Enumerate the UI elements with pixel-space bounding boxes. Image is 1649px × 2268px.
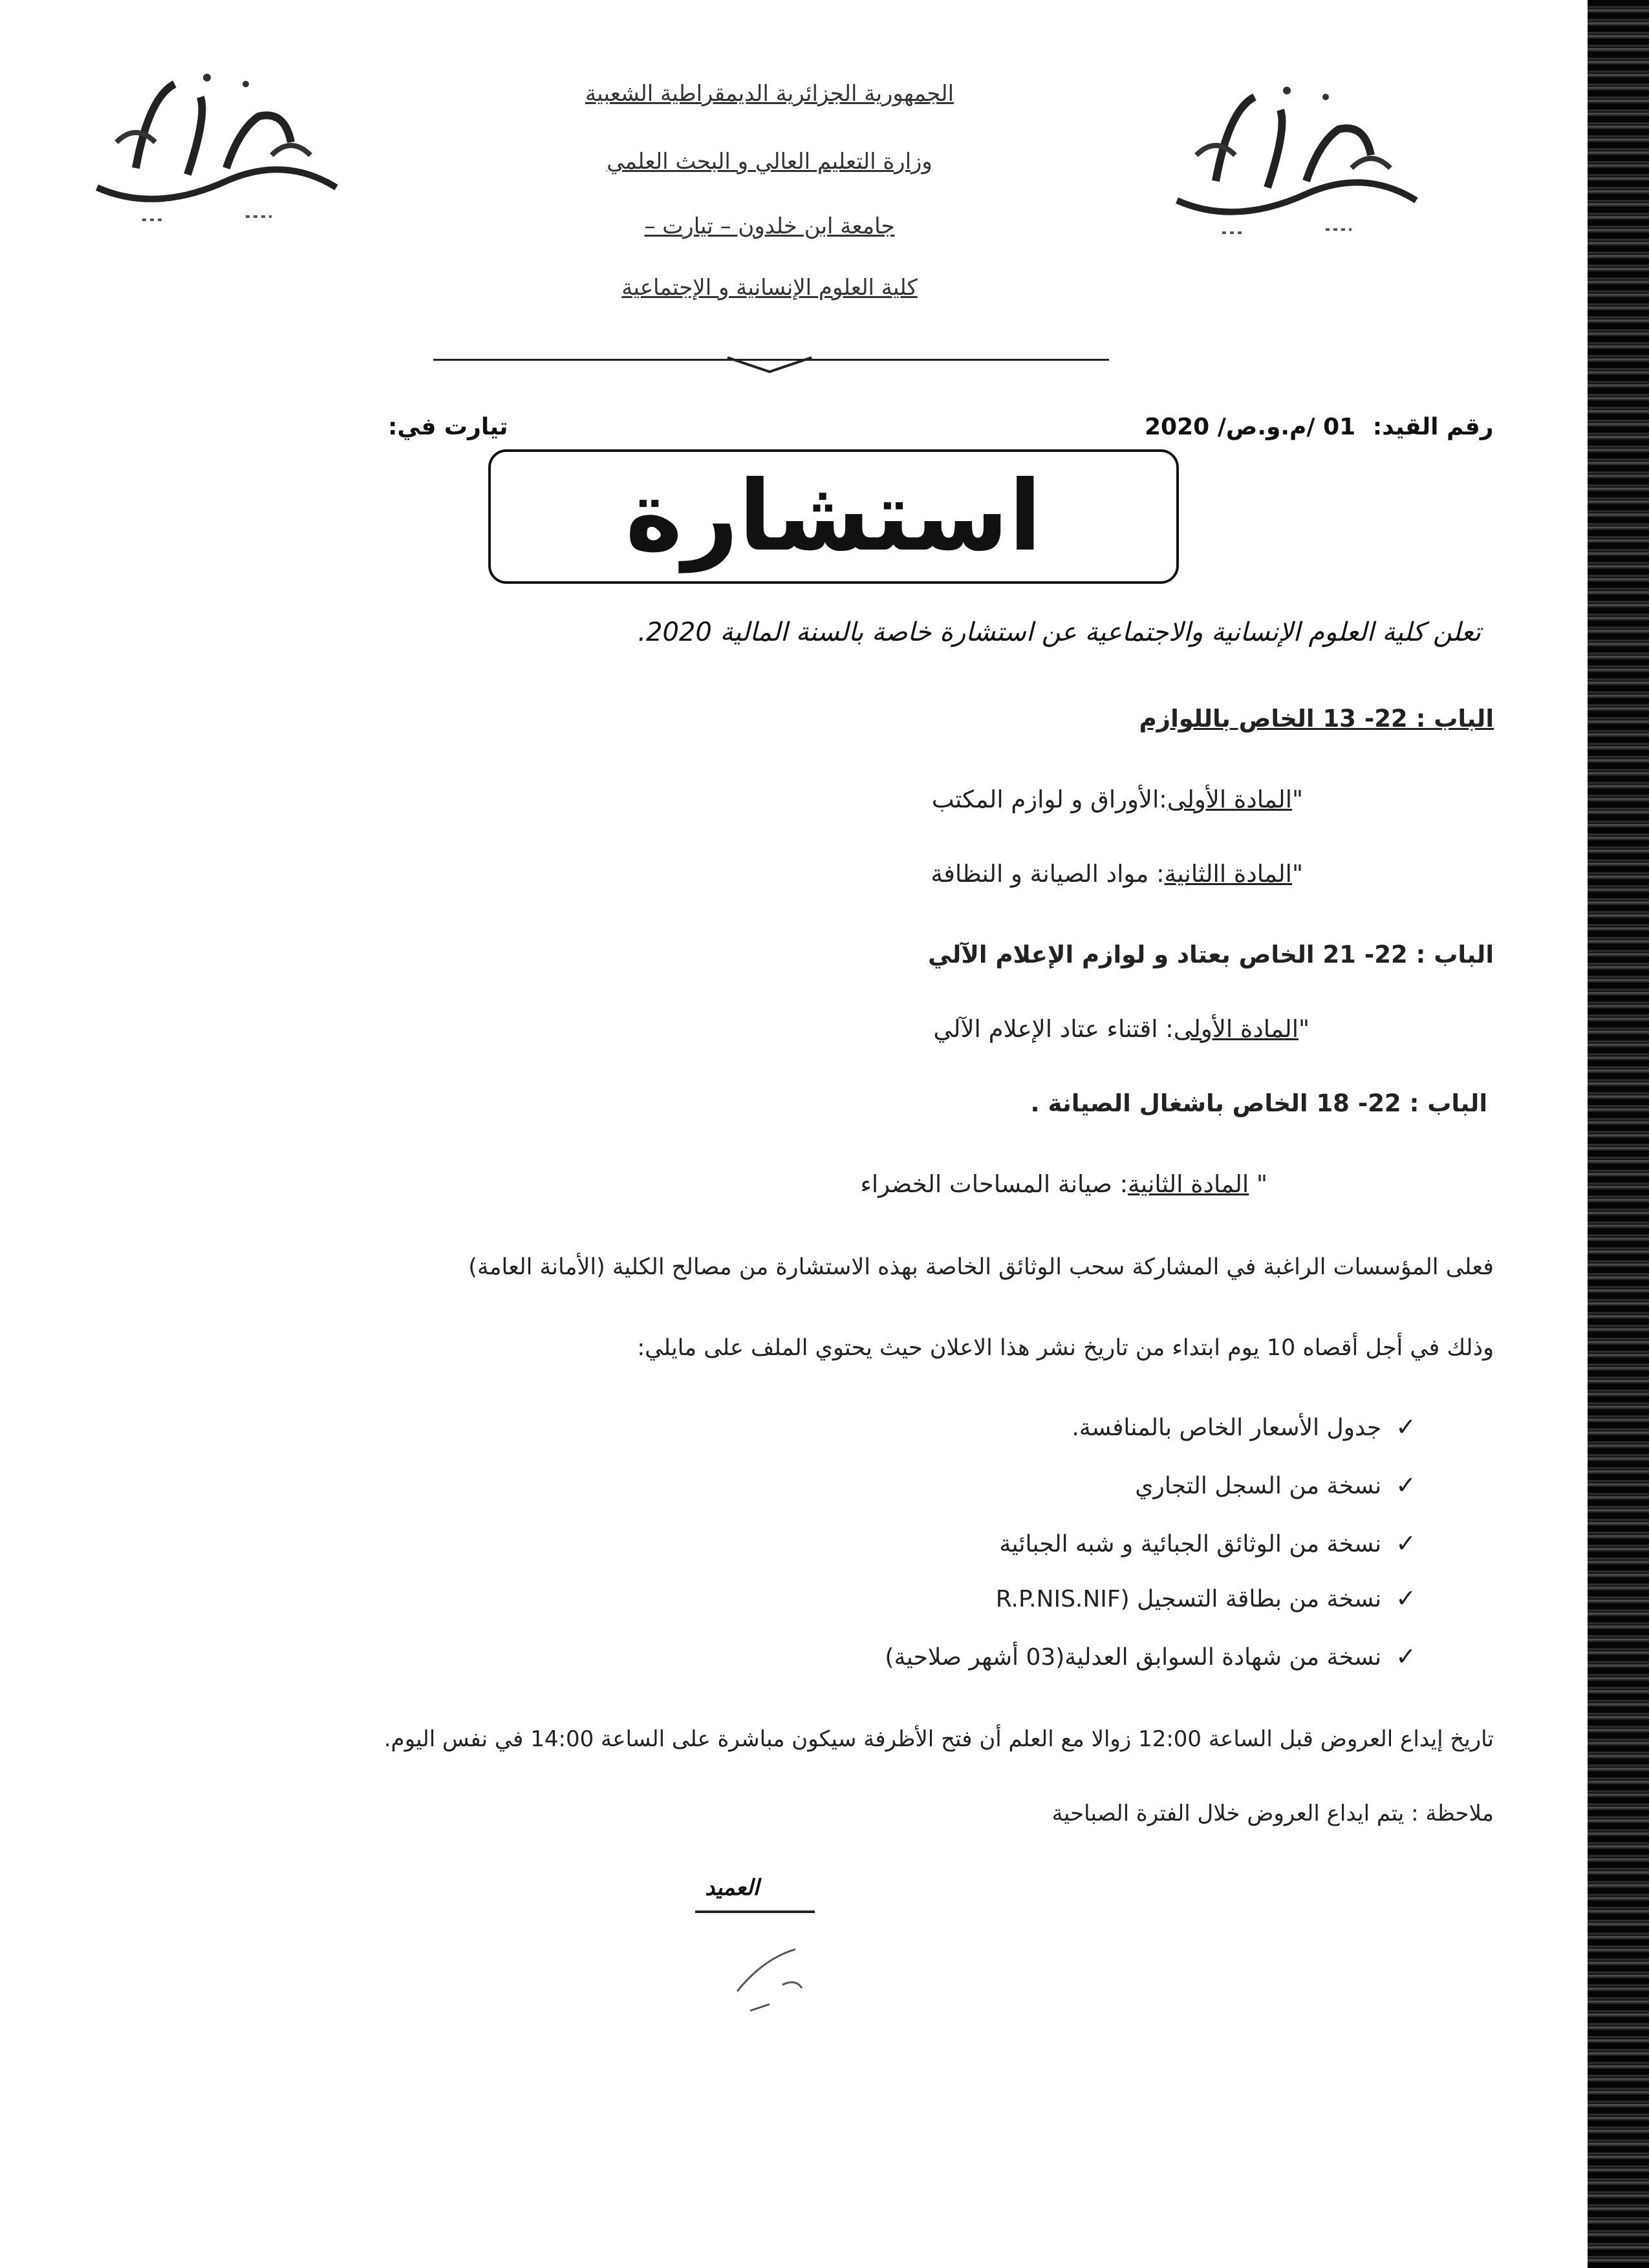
- article-item: "المادة الأولى:الأوراق و لوازم المكتب: [931, 786, 1303, 813]
- signature-title: العميد: [705, 1875, 759, 1901]
- list-item: ✓نسخة من بطاقة التسجيل (R.P.NIS.NIF: [995, 1584, 1416, 1612]
- check-icon: ✓: [1396, 1471, 1416, 1499]
- article-item: " المادة الثانية: صيانة المساحات الخضراء: [860, 1170, 1267, 1198]
- article-text: :الأوراق و لوازم المكتب: [931, 786, 1167, 813]
- list-item: ✓نسخة من السجل التجاري: [1135, 1471, 1416, 1499]
- article-label: المادة الثانية: [1128, 1170, 1249, 1198]
- header-faculty: كلية العلوم الإنسانية و الإجتماعية: [621, 275, 918, 301]
- article-label: المادة االثانية: [1164, 860, 1292, 888]
- check-icon: ✓: [1396, 1413, 1416, 1441]
- list-item: ✓نسخة من الوثائق الجبائية و شبه الجبائية: [999, 1529, 1416, 1557]
- list-item: ✓نسخة من شهادة السوابق العدلية(03 أشهر صلاحية): [885, 1642, 1416, 1671]
- signature-underline: [695, 1910, 815, 1913]
- right-logo: [1158, 71, 1442, 252]
- section-heading-supplies: الباب : 22- 13 الخاص باللوازم: [1139, 705, 1494, 733]
- header-university: جامعة ابن خلدون – تيارت –: [644, 213, 895, 239]
- submission-deadline: تاريخ إيداع العروض قبل الساعة 12:00 زوالا مع العلم أن فتح الأظرفة سيكون مباشرة على الساعة 14:00 في نفس اليوم.: [383, 1726, 1494, 1752]
- check-icon: ✓: [1396, 1642, 1416, 1671]
- reference-value: 01 /م.و.ص/ 2020: [1145, 414, 1356, 440]
- intro-text: تعلن كلية العلوم الإنسانية والاجتماعية عن استشارة خاصة بالسنة المالية 2020.: [638, 617, 1481, 647]
- scan-edge: [1588, 0, 1649, 2268]
- article-text: : صيانة المساحات الخضراء: [860, 1170, 1128, 1198]
- title-box: [488, 449, 1179, 584]
- list-item: ✓جدول الأسعار الخاص بالمنافسة.: [1072, 1413, 1416, 1441]
- section-heading-it-equipment: الباب : 22- 21 الخاص بعتاد و لوازم الإعلام الآلي: [928, 941, 1494, 968]
- logo-calligraphy-icon: [78, 58, 362, 239]
- article-label: المادة الأولى: [1173, 1015, 1299, 1043]
- article-item: "المادة الأولى: اقتناء عتاد الإعلام الآلي: [933, 1015, 1310, 1043]
- place-date: تيارت في:: [388, 414, 508, 440]
- article-item: "المادة االثانية: مواد الصيانة و النظافة: [931, 860, 1303, 888]
- chevron-down-icon: [724, 352, 815, 378]
- check-icon: ✓: [1396, 1584, 1416, 1612]
- article-label: المادة الأولى: [1167, 786, 1292, 813]
- reference-number: [1145, 414, 1493, 440]
- check-icon: ✓: [1396, 1529, 1416, 1557]
- reference-label: رقم القيد:: [1372, 414, 1494, 440]
- note-text: ملاحظة : يتم ايداع العروض خلال الفترة الصباحية: [1051, 1801, 1494, 1826]
- participation-paragraph: فعلى المؤسسات الراغبة في المشاركة سحب الوثائق الخاصة بهذه الاستشارة من مصالح الكلية (الأمانة العامة): [468, 1254, 1494, 1280]
- left-logo: [78, 58, 362, 239]
- article-text: : اقتناء عتاد الإعلام الآلي: [933, 1015, 1174, 1043]
- page-title: استشارة: [625, 460, 1042, 573]
- header-republic: الجمهورية الجزائرية الديمقراطية الشعبية: [585, 81, 954, 107]
- section-heading-maintenance: الباب : 22- 18 الخاص باشغال الصيانة .: [1030, 1089, 1487, 1117]
- article-text: : مواد الصيانة و النظافة: [931, 860, 1165, 888]
- header-ministry: وزارة التعليم العالي و البحث العلمي: [607, 149, 932, 175]
- signature-scribble-icon: [724, 1914, 854, 2024]
- logo-calligraphy-icon: [1158, 71, 1442, 252]
- deadline-period-paragraph: وذلك في أجل أقصاه 10 يوم ابتداء من تاريخ نشر هذا الاعلان حيث يحتوي الملف على مايلي:: [637, 1335, 1494, 1361]
